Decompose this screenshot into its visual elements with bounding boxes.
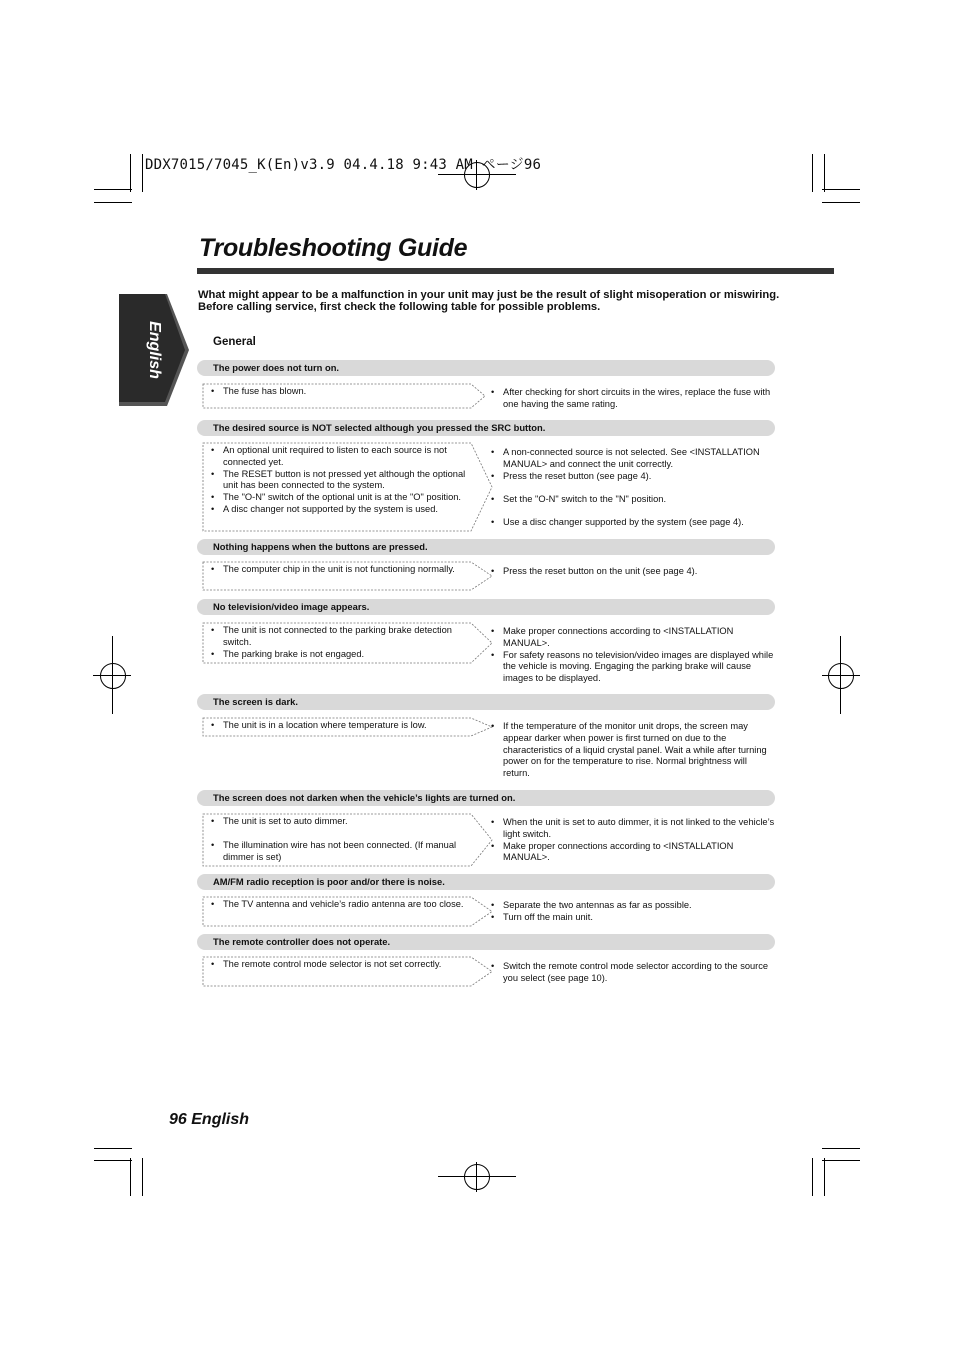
cause-item: • The TV antenna and vehicle’s radio antenna are too close. xyxy=(203,899,465,911)
cause-item: • The "O-N" switch of the optional unit is at the "O" position. xyxy=(203,492,467,504)
problem-heading-bar xyxy=(197,360,775,376)
problem-heading: AM/FM radio reception is poor and/or there is noise. xyxy=(213,876,445,887)
problem-heading: The screen does not darken when the vehicle’s lights are turned on. xyxy=(213,792,516,803)
page-title: Troubleshooting Guide xyxy=(199,234,468,262)
remedy-item: • After checking for short circuits in the wires, replace the fuse with one having the same rating. xyxy=(491,387,775,411)
intro-text: What might appear to be a malfunction in your unit may just be the result of slight misoperation or miswiring. Before calling service, first check the following table for possible problems. xyxy=(198,289,780,313)
problem-heading: No television/video image appears. xyxy=(213,601,370,612)
problem-heading: The remote controller does not operate. xyxy=(213,936,391,947)
cause-item: • The unit is not connected to the parking brake detection switch. xyxy=(203,625,465,649)
remedy-item: • Press the reset button on the unit (see page 4). xyxy=(491,566,775,578)
remedy-item: • Use a disc changer supported by the system (see page 4). xyxy=(491,517,775,529)
remedy-item: • Make proper connections according to <INSTALLATION MANUAL>. xyxy=(491,626,775,650)
cause-item: • The remote control mode selector is not set correctly. xyxy=(203,959,465,971)
cause-box xyxy=(203,562,483,590)
cause-box xyxy=(203,623,483,663)
problem-heading-bar xyxy=(197,874,775,890)
problem-heading: Nothing happens when the buttons are pressed. xyxy=(213,541,428,552)
remedy-item: • Make proper connections according to <INSTALLATION MANUAL>. xyxy=(491,841,775,865)
cause-item: • The unit is set to auto dimmer. xyxy=(203,816,465,828)
remedy-item: • If the temperature of the monitor unit drops, the screen may appear darker when power is first turned on due to the characteristics of a liquid crystal panel. Wait a while after turning power on for the temperature to rise. Normal brightness will return. xyxy=(491,721,775,780)
cause-box xyxy=(203,718,483,736)
problem-heading: The screen is dark. xyxy=(213,696,298,707)
remedy-item: • Press the reset button (see page 4). xyxy=(491,471,775,483)
cause-item: • The RESET button is not pressed yet although the optional unit has been connected to the system. xyxy=(203,469,467,493)
problem-heading-bar xyxy=(197,790,775,806)
remedy-item: • For safety reasons no television/video images are displayed while the vehicle is moving. Engaging the parking brake will cause images to be displayed. xyxy=(491,650,775,685)
remedy-item: • Switch the remote control mode selector according to the source you select (see page 10). xyxy=(491,961,775,985)
cause-item: • The unit is in a location where temperature is low. xyxy=(203,720,473,732)
title-rule xyxy=(197,268,834,274)
remedy-item: • A non-connected source is not selected. See <INSTALLATION MANUAL> and connect the unit correctly. xyxy=(491,447,775,471)
remedy-item: • Set the "O-N" switch to the "N" position. xyxy=(491,494,775,506)
cause-item: • The parking brake is not engaged. xyxy=(203,649,465,661)
cause-item: • A disc changer not supported by the system is used. xyxy=(203,504,467,516)
cause-box xyxy=(203,384,483,408)
cause-box xyxy=(203,897,483,926)
problem-heading-bar xyxy=(197,420,775,436)
cause-box xyxy=(203,443,483,531)
cause-item: • The illumination wire has not been connected. (If manual dimmer is set) xyxy=(203,840,465,864)
problem-heading-bar xyxy=(197,599,775,615)
page-footer: 96 English xyxy=(169,1111,250,1128)
problem-heading-bar xyxy=(197,694,775,710)
cause-item: • The fuse has blown. xyxy=(203,386,465,398)
problem-heading: The power does not turn on. xyxy=(213,362,340,373)
problem-heading-bar xyxy=(197,539,775,555)
cause-box xyxy=(203,957,483,986)
section-heading: General xyxy=(213,336,256,348)
remedy-item: • When the unit is set to auto dimmer, it is not linked to the vehicle’s light switch. xyxy=(491,817,775,841)
print-header: DDX7015/7045_K(En)v3.9 04.4.18 9:43 AM ページ96 xyxy=(145,157,542,173)
problem-heading-bar xyxy=(197,934,775,950)
language-tab xyxy=(119,294,189,406)
problem-heading: The desired source is NOT selected although you pressed the SRC button. xyxy=(213,422,546,433)
cause-item: • The computer chip in the unit is not functioning normally. xyxy=(203,564,465,576)
cause-item: • An optional unit required to listen to each source is not connected yet. xyxy=(203,445,467,469)
cause-box xyxy=(203,814,483,866)
remedy-item: • Turn off the main unit. xyxy=(491,912,775,924)
remedy-item: • Separate the two antennas as far as possible. xyxy=(491,900,775,912)
language-tab-label: English xyxy=(146,321,163,379)
